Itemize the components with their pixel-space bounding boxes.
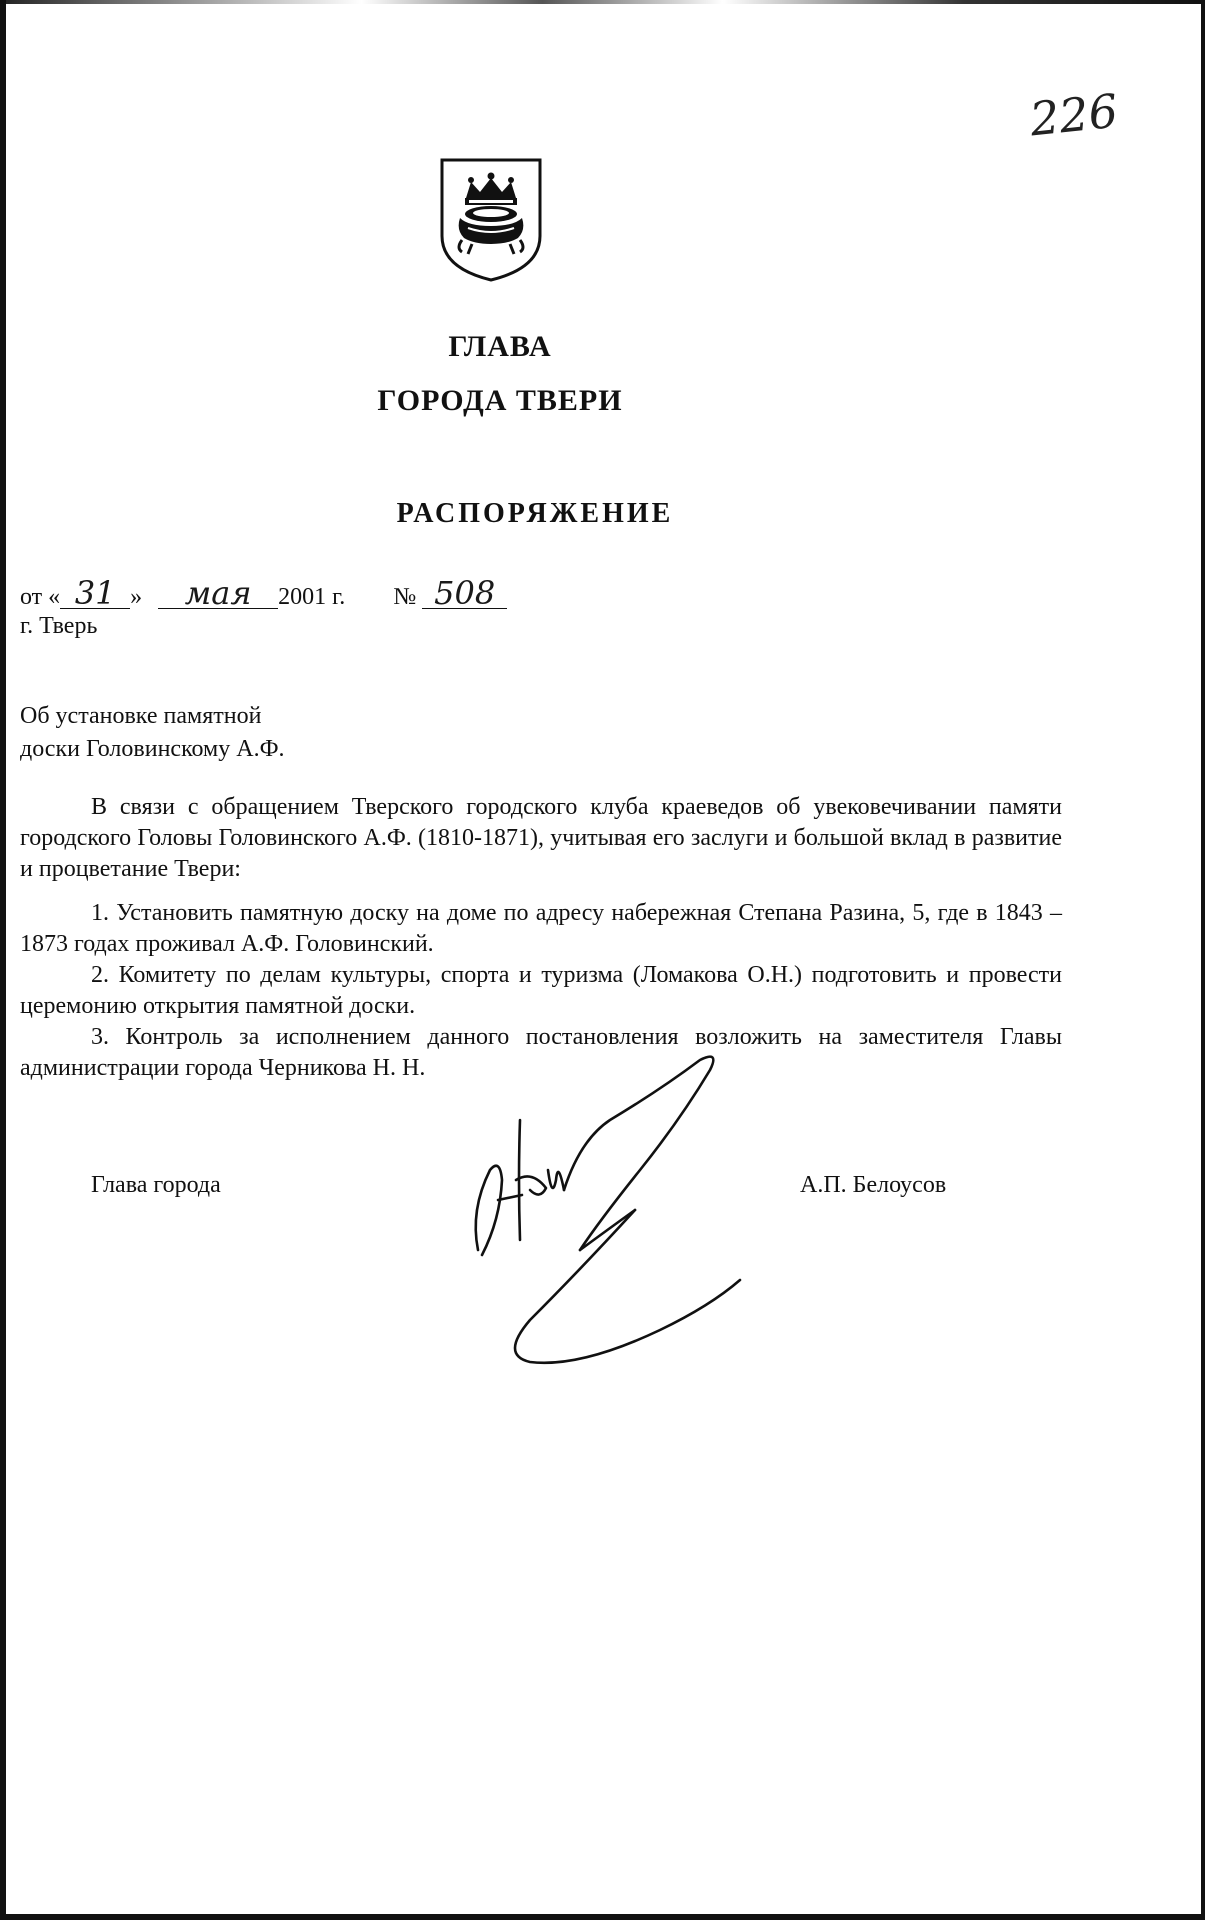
- signatory-name: А.П. Белоусов: [800, 1172, 947, 1198]
- scan-border-right: [1201, 0, 1205, 1920]
- date-number-line: [20, 574, 507, 612]
- date-year: 2001 г.: [278, 584, 346, 610]
- city-line: г. Тверь: [20, 613, 98, 639]
- date-month-handwritten: мая: [158, 578, 278, 609]
- subject-line-1: Об установке памятной: [20, 703, 262, 729]
- date-mid: »: [130, 584, 143, 610]
- header-city: ГОРОДА ТВЕРИ: [377, 384, 623, 417]
- archive-page-number: 226: [1027, 83, 1121, 147]
- scan-border-top: [0, 0, 1205, 4]
- date-prefix: от «: [20, 584, 61, 610]
- document-type: РАСПОРЯЖЕНИЕ: [396, 498, 674, 529]
- order-item: 3. Контроль за исполнением данного постановления возложить на заместителя Главы администрации города Черникова Н. Н.: [20, 1024, 1062, 1081]
- signatory-title: Глава города: [91, 1172, 221, 1198]
- subject-block: [20, 700, 285, 766]
- handwritten-signature-icon: [460, 1050, 750, 1380]
- intro-text: В связи с обращением Тверского городского клуба краеведов об увековечивании памяти городского Головы Головинского А.Ф. (1810-1871), учитывая его заслуги и большой вклад в развитие и процветание Твери:: [20, 794, 1062, 882]
- scan-border-bottom: [0, 1914, 1205, 1920]
- tver-coat-of-arms-icon: [438, 156, 544, 284]
- scan-border-left: [0, 0, 6, 1920]
- date-day-handwritten: 31: [60, 578, 130, 609]
- subject-line-2: доски Головинскому А.Ф.: [20, 736, 285, 762]
- order-item: 1. Установить памятную доску на доме по адресу набережная Степана Разина, 5, где в 1843 – 1873 годах проживал А.Ф. Головинский.: [20, 900, 1062, 957]
- number-label: №: [393, 584, 417, 610]
- intro-paragraph: [20, 792, 1062, 885]
- document-number-handwritten: 508: [422, 578, 507, 609]
- header-title: ГЛАВА: [448, 330, 552, 363]
- order-item: 2. Комитету по делам культуры, спорта и туризма (Ломакова О.Н.) подготовить и провести церемонию открытия памятной доски.: [20, 962, 1062, 1019]
